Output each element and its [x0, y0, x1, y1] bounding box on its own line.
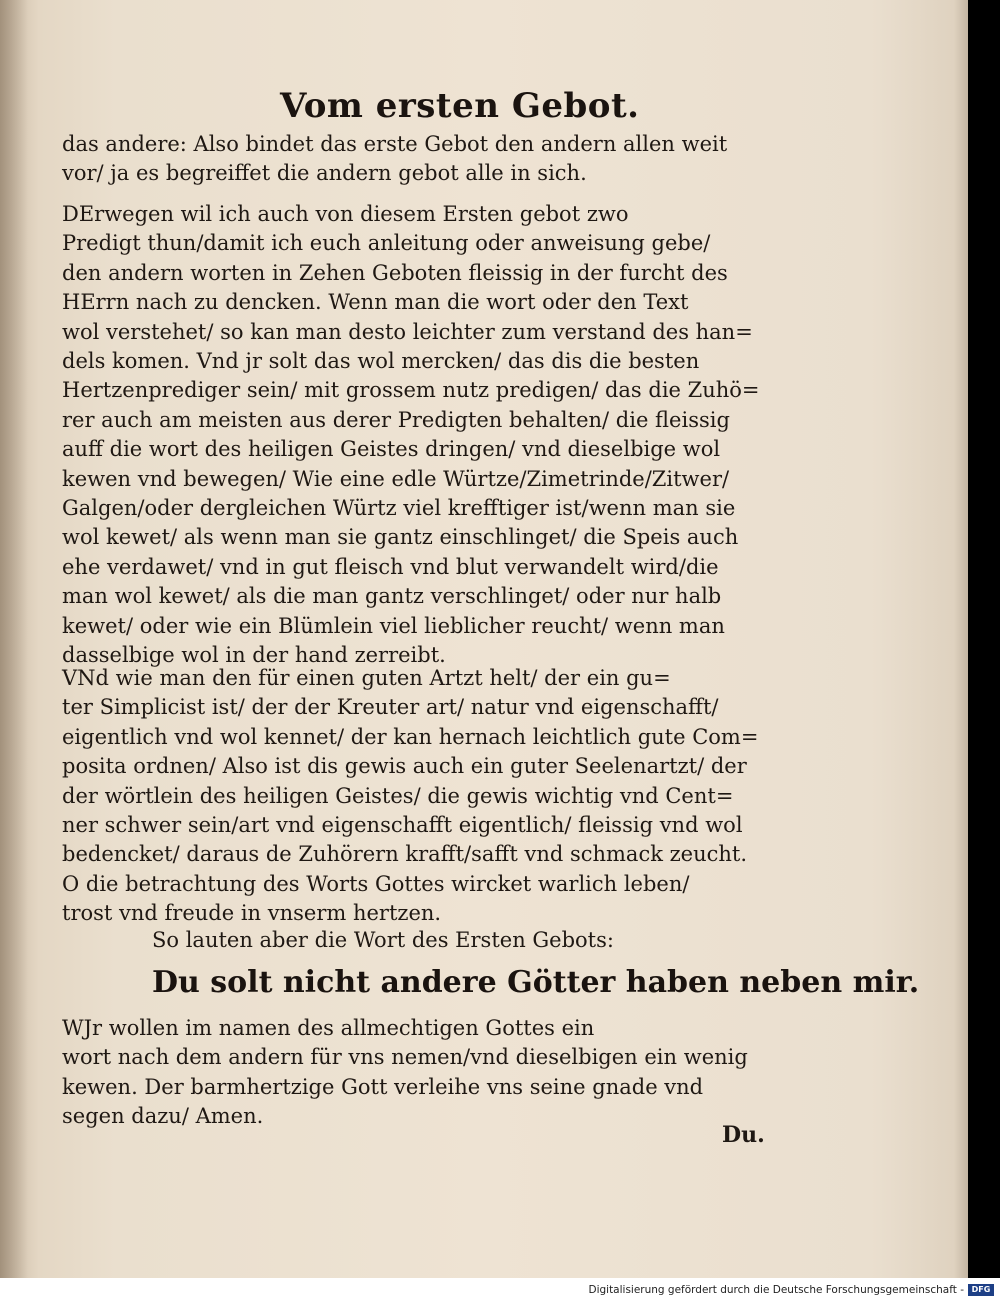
running-heading: Vom ersten Gebot. [280, 86, 640, 126]
paragraph-derwegen: DErwegen wil ich auch von diesem Ersten gebot zwo Predigt thun/damit ich euch anleitung oder anweisung gebe/ den andern worten in Zehen Geboten fleissig in der furcht des HErrn nach zu dencken. Wenn man die wort oder den Text wol verstehet/ so kan man desto leichter zum verstand des han= dels komen. Vnd jr solt das wol mercken/ das dis die besten Hertzenprediger sein/ mit grossem nutz predigen/ das die Zuhö= rer auch am meisten aus derer Predigten behalten/ die fleissig auff die wort des heiligen Geistes dringen/ vnd dieselbige wol kewen vnd bewegen/ Wie eine edle Würtze/Zimetrinde/Zitwer/ Galgen/oder dergleichen Würtz viel krefftiger ist/wenn man sie wol kewet/ als wenn man sie gantz einschlinget/ die Speis auch ehe verdawet/ vnd in gut fleisch vnd blut verwandelt wird/die man wol kewet/ als die man gantz verschlinget/ oder nur halb kewet/ oder wie ein Blümlein viel lieblicher reucht/ wenn man dasselbige wol in der hand zerreibt. [62, 202, 760, 668]
footer-credit: Digitalisierung gefördert durch die Deutsche Forschungsgemeinschaft - [588, 1284, 964, 1296]
dfg-logo-icon: DFG [968, 1284, 994, 1296]
paragraph-continuation: das andere: Also bindet das erste Gebot den andern allen weit vor/ ja es begreiffet die andern gebot alle in sich. [62, 132, 728, 186]
catchword: Du. [722, 1122, 765, 1148]
paragraph-closing: WJr wollen im namen des allmechtigen Gottes ein wort nach dem andern für vns nemen/vnd dieselbigen ein wenig kewen. Der barmhertzige Gott verleihe vns seine gnade vnd segen dazu/ Amen. [62, 1016, 748, 1129]
commandment-line: Du solt nicht andere Götter haben neben mir. [152, 965, 920, 1000]
footer-bar [0, 1278, 1000, 1303]
paragraph-und-wie: VNd wie man den für einen guten Artzt helt/ der ein gu= ter Simplicist ist/ der der Kreuter art/ natur vnd eigenschafft/ eigentlich vnd wol kennet/ der kan hernach leichtlich gute Com= posita ordnen/ Also ist dis gewis auch ein guter Seelenartzt/ der der wörtlein des heiligen Geistes/ die gewis wichtig vnd Cent= ner schwer sein/art vnd eigenschafft eigentlich/ fleissig vnd wol bedencket/ daraus de Zuhörern krafft/safft vnd schmack zeucht. O die betrachtung des Worts Gottes wircket warlich leben/ trost vnd freude in vnserm hertzen. [62, 666, 759, 926]
intro-line: So lauten aber die Wort des Ersten Gebots: [152, 928, 614, 952]
